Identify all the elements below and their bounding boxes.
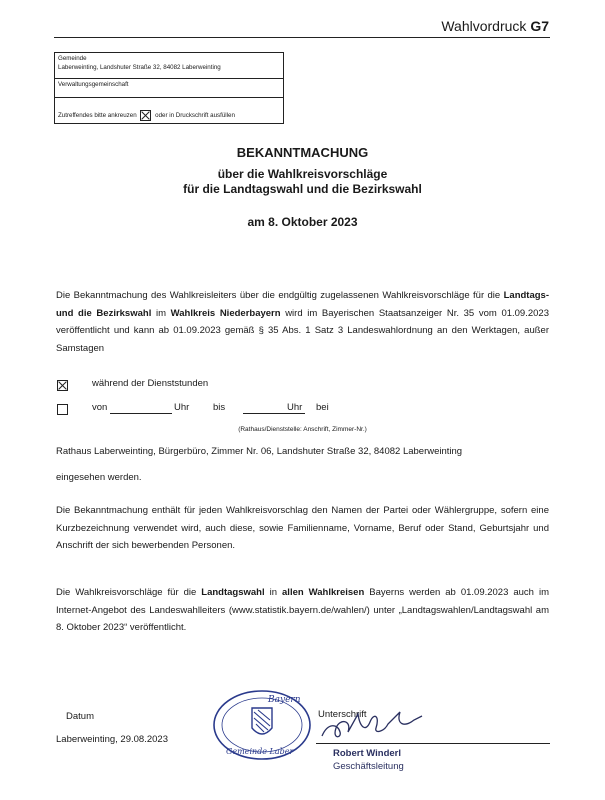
- svg-text:Bayern: Bayern: [268, 695, 301, 705]
- crossed-box-icon: [140, 110, 151, 121]
- subtitle-line-1: über die Wahlkreisvorschläge: [217, 167, 388, 181]
- form-code: G7: [530, 18, 549, 34]
- von-time-field[interactable]: [110, 413, 172, 414]
- instruction-text: Zutreffendes bitte ankreuzen oder in Druckschrift ausfüllen: [58, 110, 235, 121]
- signature-line: [316, 743, 550, 744]
- von-label: von: [92, 402, 108, 413]
- internet-paragraph: Die Wahlkreisvorschläge für die Landtagswahl in allen Wahlkreisen Bayerns werden ab 01.09.2023 auch im Internet-Angebot des Landeswahlleiters (www.statistik.bayern.de/wahlen/) unter „Landtagswahlen/Landtagswahl am 8. Oktober 2023“ veröffentlicht.: [56, 587, 549, 633]
- address-field-note: (Rathaus/Dienststelle: Anschrift, Zimmer-Nr.): [238, 426, 367, 433]
- uhr-label-1: Uhr: [174, 402, 190, 413]
- unterschrift-label: Unterschrift: [318, 709, 367, 720]
- municipality-info-box: [54, 52, 284, 124]
- announcement-paragraph: Die Bekanntmachung des Wahlkreisleiters über die endgültig zugelassenen Wahlkreisvorschläge für die Landtags- und die Bezirkswahl im Wahlkreis Niederbayern wird im Bayerischen Staatsanzeiger Nr. 35 vom 01.09.2023 veröffentlicht und kann ab 01.09.2023 gemäß § 35 Abs. 1 Satz 3 Landeswahlordnung an den Werktagen, außer Samstagen: [56, 290, 549, 354]
- svg-text:Gemeinde Laber: Gemeinde Laber: [226, 747, 294, 756]
- address-line: Rathaus Laberweinting, Bürgerbüro, Zimmer Nr. 06, Landshuter Straße 32, 84082 Laberweinting: [56, 446, 463, 457]
- instruction-row: [55, 98, 283, 123]
- bei-label: bei: [316, 402, 329, 413]
- uhr-label-2: Uhr: [287, 402, 303, 413]
- bis-label: bis: [213, 402, 226, 413]
- subtitle-line-2: für die Landtagswahl und die Bezirkswahl: [183, 182, 422, 196]
- form-id: Wahlvordruck G7: [441, 18, 549, 34]
- signer-name: Robert Winderl: [333, 748, 401, 759]
- signer-role: Geschäftsleitung: [333, 761, 404, 772]
- gemeinde-label: Gemeinde: [58, 55, 87, 62]
- option-office-hours-checkbox[interactable]: [57, 380, 68, 391]
- vg-row: [55, 79, 283, 98]
- gemeinde-value: Laberweinting, Landshuter Straße 32, 84082 Laberweinting: [58, 64, 221, 71]
- option-custom-time-checkbox[interactable]: [57, 404, 68, 415]
- bis-time-field[interactable]: [243, 413, 305, 414]
- header-rule: [54, 37, 550, 38]
- page-subtitle: [0, 167, 605, 197]
- datum-label: Datum: [66, 711, 94, 722]
- content-paragraph: Die Bekanntmachung enthält für jeden Wahlkreisvorschlag den Namen der Partei oder Wählergruppe, sofern eine Kurzbezeichnung verwendet wird, auch diese, sowie Familienname, Vorname, Beruf oder Stand, Geburtsjahr und Anschrift der sich bewerbenden Personen.: [56, 505, 549, 551]
- option-office-hours-label: während der Dienststunden: [92, 378, 209, 389]
- eingesehen-text: eingesehen werden.: [56, 472, 142, 483]
- election-date: am 8. Oktober 2023: [247, 215, 358, 229]
- page-title: BEKANNTMACHUNG: [236, 145, 369, 160]
- gemeinde-row: [55, 53, 283, 79]
- handwritten-signature: [318, 702, 428, 744]
- vg-label: Verwaltungsgemeinschaft: [58, 81, 129, 88]
- datum-value: Laberweinting, 29.08.2023: [56, 734, 168, 745]
- official-seal-stamp: [208, 688, 316, 762]
